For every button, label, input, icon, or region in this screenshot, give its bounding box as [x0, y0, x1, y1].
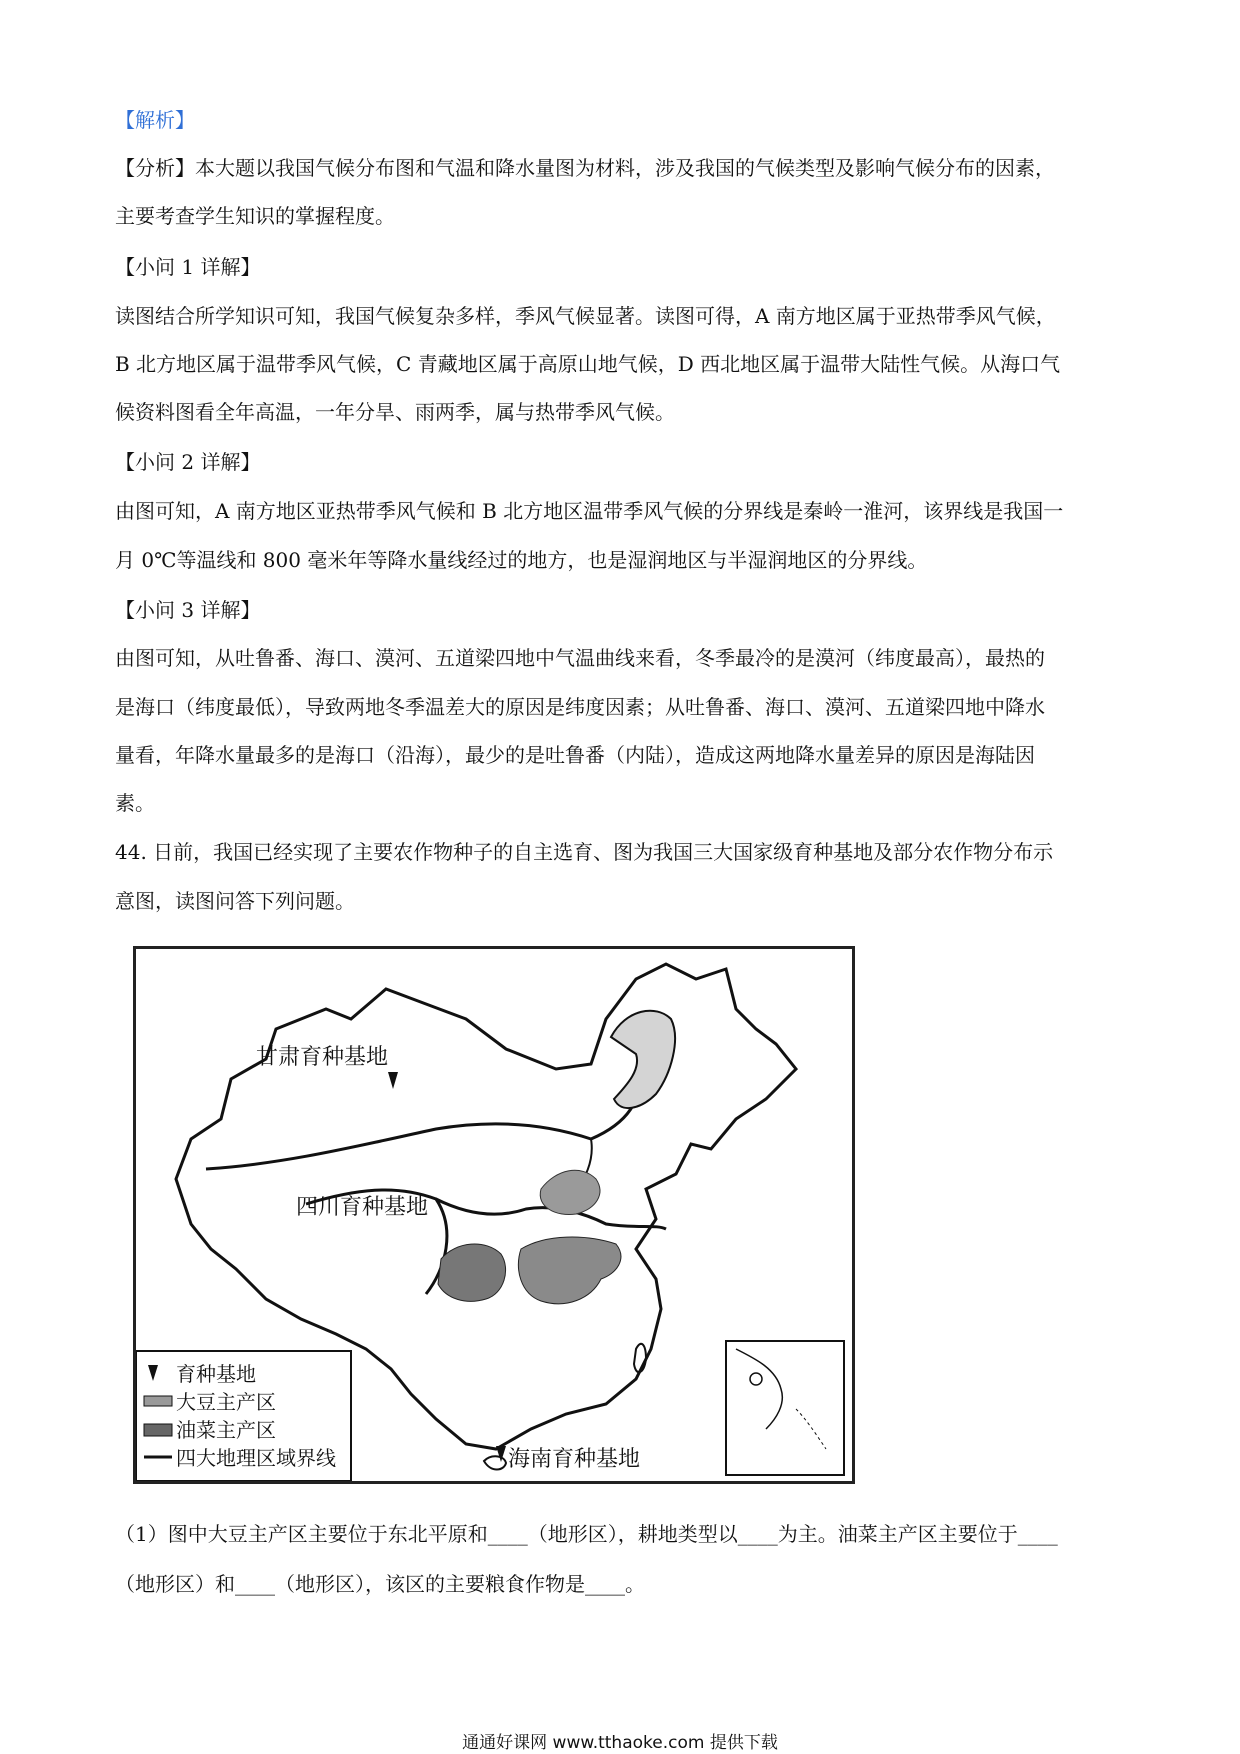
rapeseed-area	[518, 1237, 621, 1304]
q1-heading: 【小问 1 详解】	[115, 255, 261, 279]
q1-text: B 北方地区属于温带季风气候，C 青藏地区属于高原山地气候，D 西北地区属于温带大陆性气候。从海口气	[115, 352, 1061, 376]
analysis-text: 主要考查学生知识的掌握程度。	[115, 204, 395, 228]
q2-text: 由图可知，A 南方地区亚热带季风气候和 B 北方地区温带季风气候的分界线是秦岭一淮河，该界线是我国一	[115, 499, 1064, 523]
china-map-svg	[136, 949, 852, 1481]
map-legend	[136, 1351, 351, 1481]
gansu-label: 甘肃育种基地	[256, 1045, 389, 1070]
hainan-label: 海南育种基地	[508, 1447, 641, 1472]
subquestion-1-text: （1）图中大豆主产区主要位于东北平原和____（地形区），耕地类型以____为主。油菜主产区主要位于____	[115, 1522, 1058, 1546]
legend-breeding-base: 育种基地	[176, 1362, 256, 1386]
gansu-breeding-base-marker	[388, 1072, 398, 1089]
q2-heading: 【小问 2 详解】	[115, 450, 261, 474]
q3-heading: 【小问 3 详解】	[115, 598, 261, 622]
hainan-island	[484, 1456, 506, 1469]
sichuan-label: 四川育种基地	[296, 1195, 429, 1220]
soybean-legend-swatch	[144, 1396, 172, 1406]
question-44-text: 意图，读图问答下列问题。	[115, 889, 355, 913]
q2-text: 月 0℃等温线和 800 毫米年等降水量线经过的地方，也是湿润地区与半湿润地区的分界线。	[115, 548, 928, 572]
legend-rapeseed: 油菜主产区	[176, 1418, 276, 1442]
analysis-heading: 【解析】	[115, 108, 195, 132]
regional-boundary-line	[206, 1069, 639, 1169]
q3-text: 由图可知，从吐鲁番、海口、漠河、五道梁四地中气温曲线来看，冬季最冷的是漠河（纬度最高），最热的	[115, 646, 1045, 670]
soybean-area	[540, 1170, 600, 1214]
q1-text: 读图结合所学知识可知，我国气候复杂多样，季风气候显著。读图可得，A 南方地区属于亚热带季风气候，	[115, 304, 1056, 328]
q3-text: 量看，年降水量最多的是海口（沿海），最少的是吐鲁番（内陆），造成这两地降水量差异的原因是海陆因	[115, 743, 1035, 767]
china-map-figure	[133, 946, 855, 1484]
analysis-text: 【分析】本大题以我国气候分布图和气温和降水量图为材料，涉及我国的气候类型及影响气候分布的因素，	[115, 156, 1055, 180]
question-44-text: 44. 日前，我国已经实现了主要农作物种子的自主选育、图为我国三大国家级育种基地及部分农作物分布示	[115, 840, 1054, 864]
south-china-sea-inset	[726, 1341, 844, 1475]
legend-boundary: 四大地理区域界线	[176, 1446, 336, 1470]
legend-soybean: 大豆主产区	[176, 1390, 276, 1414]
soybean-area	[611, 1011, 675, 1108]
page-footer: 通通好课网 www.tthaoke.com 提供下载	[462, 1733, 778, 1753]
rapeseed-legend-swatch	[144, 1424, 172, 1436]
q1-text: 候资料图看全年高温，一年分旱、雨两季，属与热带季风气候。	[115, 400, 675, 424]
rapeseed-area	[438, 1244, 506, 1301]
q3-text: 是海口（纬度最低），导致两地冬季温差大的原因是纬度因素；从吐鲁番、海口、漠河、五道梁四地中降水	[115, 695, 1045, 719]
subquestion-1-text: （地形区）和____（地形区），该区的主要粮食作物是____。	[115, 1572, 645, 1596]
q3-text: 素。	[115, 791, 155, 815]
